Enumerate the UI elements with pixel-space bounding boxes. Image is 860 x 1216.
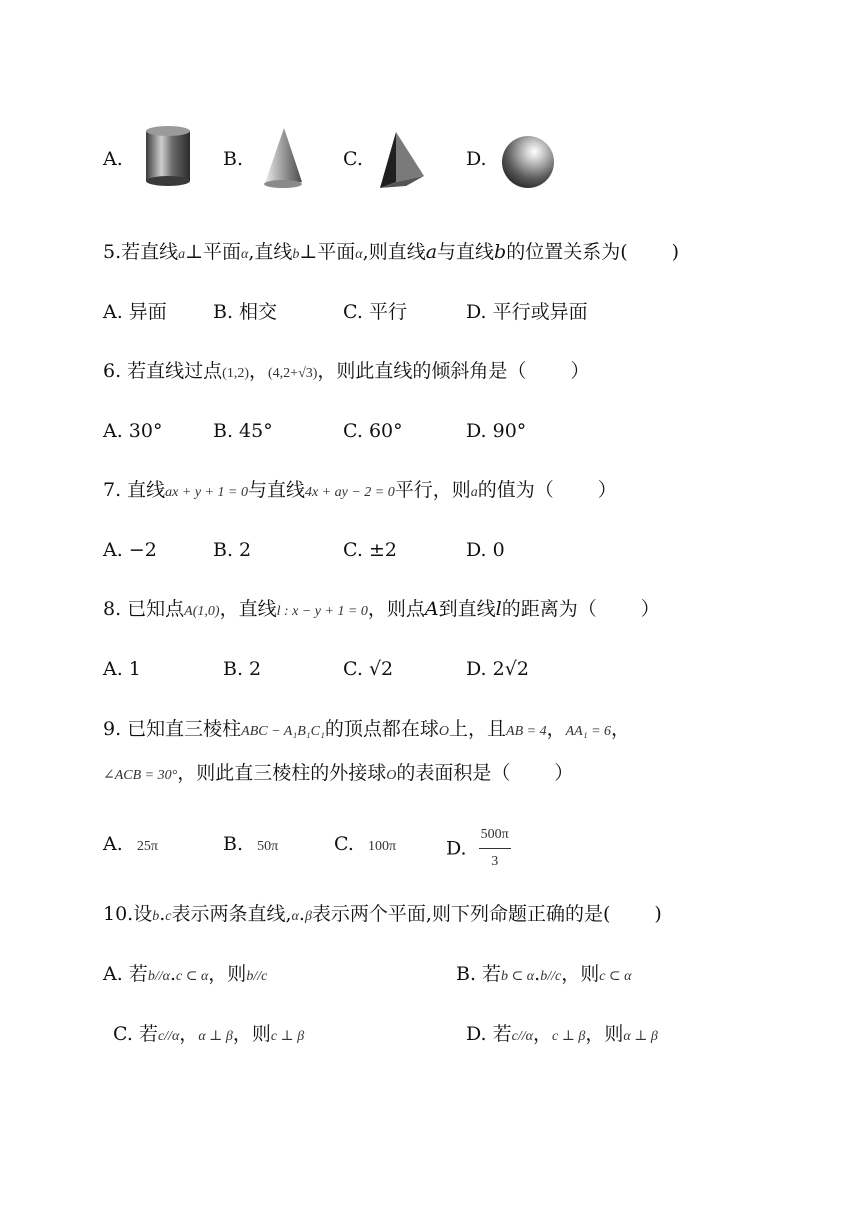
question-8	[103, 596, 660, 625]
q7-option-b: B. 2	[213, 539, 252, 561]
option-text: ，	[532, 1023, 552, 1045]
math-prism: ABC − A₁B₁C₁	[241, 724, 325, 739]
math-equation: ax + y + 1 = 0	[165, 485, 248, 500]
q9-text: ，则此直三棱柱的外接球	[177, 762, 387, 784]
q9-text: ）	[554, 762, 574, 784]
option-letter: D.	[446, 837, 467, 860]
math-symbol: A	[424, 598, 439, 620]
q8-text: ，则点	[367, 598, 425, 620]
q10-option-b	[456, 961, 632, 990]
q10-text: 10.设	[103, 903, 153, 925]
math-symbol: O	[438, 724, 449, 739]
q6-text: ，	[249, 360, 269, 382]
question-9-line-2	[103, 760, 573, 789]
q5-text: 的位置关系为(	[506, 241, 628, 263]
q9-option-d	[446, 822, 511, 875]
option-text: .	[534, 963, 541, 985]
q9-option-c	[334, 831, 396, 860]
math-expression: c ⊥ β	[270, 1029, 305, 1044]
option-text: ，则	[208, 963, 247, 985]
q7-option-a: A. −2	[103, 539, 157, 561]
q10-text: .	[298, 903, 305, 925]
question-6	[103, 358, 589, 387]
math-symbol: c	[165, 909, 172, 924]
math-equation: l : x − y + 1 = 0	[276, 604, 368, 619]
q5-text: ⊥平面	[299, 241, 356, 263]
math-expression: c//α	[157, 1029, 180, 1044]
math-symbol: a	[425, 241, 438, 263]
q7-text: 与直线	[247, 479, 305, 501]
cone-icon	[262, 126, 304, 192]
question-7	[103, 477, 617, 506]
math-expression: c ⊂ α	[599, 969, 632, 984]
q5-text: 5.若直线	[103, 241, 179, 263]
q5-option-c: C. 平行	[343, 301, 407, 323]
q10-option-a	[103, 961, 267, 990]
q7-text: 7. 直线	[103, 479, 166, 501]
q4-option-a-label: A.	[103, 148, 123, 170]
math-symbol: l	[495, 598, 502, 620]
option-value: 25π	[136, 839, 158, 854]
option-text: .	[169, 963, 176, 985]
q10-text: 表示两个平面,则下列命题正确的是(	[311, 903, 611, 925]
q9-text: 的顶点都在球	[324, 718, 439, 740]
option-letter: C.	[334, 833, 354, 855]
sphere-icon	[500, 134, 556, 190]
option-text: B. 若	[456, 963, 502, 985]
q8-option-c: C. √2	[343, 658, 394, 680]
q5-text: ,直线	[248, 241, 293, 263]
option-text: ，	[179, 1023, 199, 1045]
q7-option-c: C. ±2	[343, 539, 397, 561]
question-10	[103, 901, 662, 930]
q6-option-c: C. 60°	[343, 420, 403, 442]
q10-text: .	[159, 903, 166, 925]
math-expression: b//α	[147, 969, 170, 984]
option-letter: B.	[223, 833, 244, 855]
option-value: 50π	[257, 839, 279, 854]
q5-option-d: D. 平行或异面	[466, 301, 588, 323]
math-expression: α ⊥ β	[623, 1029, 658, 1044]
pyramid-icon	[376, 130, 428, 192]
option-text: A. 若	[103, 963, 148, 985]
math-expression: c//α	[511, 1029, 533, 1044]
math-point: (1,2)	[222, 366, 249, 381]
q6-text: 6. 若直线过点	[103, 360, 223, 382]
q8-text: ）	[640, 598, 660, 620]
q8-option-b: B. 2	[223, 658, 262, 680]
q7-option-d: D. 0	[466, 539, 505, 561]
math-point: A(1,0)	[184, 604, 220, 619]
math-equation: AB = 4	[506, 724, 547, 739]
q8-text: 到直线	[438, 598, 496, 620]
fraction	[479, 822, 511, 875]
math-symbol: α	[291, 909, 299, 924]
q9-text: 9. 已知直三棱柱	[103, 718, 242, 740]
q7-text: 的值为（	[477, 479, 554, 501]
option-letter: A.	[103, 833, 123, 855]
math-symbol: β	[304, 909, 312, 924]
option-text: ，则	[585, 1023, 624, 1045]
q5-text: ,则直线	[362, 241, 426, 263]
q5-text: ⊥平面	[185, 241, 242, 263]
option-text: ，则	[561, 963, 600, 985]
q6-text: ）	[570, 360, 590, 382]
math-expression: c ⊥ β	[552, 1029, 586, 1044]
q9-text: ，	[546, 718, 566, 740]
fraction-denominator: 3	[491, 854, 499, 869]
q10-text: 表示两条直线,	[171, 903, 292, 925]
q9-text: 上，且	[449, 718, 507, 740]
q9-text: ，	[611, 718, 631, 740]
math-expression: c ⊂ α	[176, 969, 209, 984]
q4-option-d-label: D.	[466, 148, 487, 170]
q6-option-b: B. 45°	[213, 420, 273, 442]
q6-option-a: A. 30°	[103, 420, 163, 442]
cylinder-icon	[143, 125, 193, 187]
option-text: D. 若	[466, 1023, 512, 1045]
q8-option-d: D. 2√2	[466, 658, 529, 680]
math-equation: AA₁ = 6	[565, 724, 612, 739]
q10-text: )	[654, 903, 662, 925]
option-text: ，则	[232, 1023, 271, 1045]
q8-text: 8. 已知点	[103, 598, 185, 620]
q8-option-a: A. 1	[103, 658, 141, 680]
q7-text: ）	[597, 479, 617, 501]
q6-option-d: D. 90°	[466, 420, 527, 442]
q9-option-a	[103, 831, 158, 860]
math-symbol: O	[386, 768, 397, 783]
q10-option-d	[466, 1021, 658, 1050]
math-equation: ∠ACB = 30°	[103, 768, 178, 783]
q5-option-b: B. 相交	[213, 301, 278, 323]
math-symbol: a	[470, 485, 478, 500]
q8-text: 的距离为（	[501, 598, 597, 620]
q9-text: 的表面积是（	[396, 762, 511, 784]
math-expression: α ⊥ β	[198, 1029, 233, 1044]
math-symbol: b	[152, 909, 160, 924]
q6-text: ，则此直线的倾斜角是（	[317, 360, 527, 382]
math-expression: b ⊂ α	[501, 969, 535, 984]
math-symbol: b	[292, 247, 300, 262]
q9-option-b	[223, 831, 278, 860]
math-expression: b//c	[540, 969, 562, 984]
question-5	[103, 239, 679, 268]
fraction-numerator: 500π	[479, 822, 511, 849]
q7-text: 平行，则	[394, 479, 471, 501]
q8-text: ，直线	[219, 598, 277, 620]
q4-option-b-label: B.	[223, 148, 244, 170]
q4-option-c-label: C.	[343, 148, 363, 170]
math-symbol: α	[355, 247, 363, 262]
q5-text: )	[671, 241, 680, 263]
q5-option-a: A. 异面	[103, 301, 167, 323]
math-expression: b//c	[246, 969, 268, 984]
math-equation: 4x + ay − 2 = 0	[304, 485, 395, 500]
option-value: 100π	[367, 839, 397, 854]
q5-text: 与直线	[437, 241, 495, 263]
q10-option-c	[113, 1021, 304, 1050]
math-symbol: α	[241, 247, 249, 262]
math-symbol: b	[494, 241, 507, 263]
math-point: (4,2+√3)	[268, 366, 318, 381]
question-9-line-1	[103, 716, 630, 745]
math-symbol: a	[178, 247, 186, 262]
option-text: C. 若	[113, 1023, 158, 1045]
